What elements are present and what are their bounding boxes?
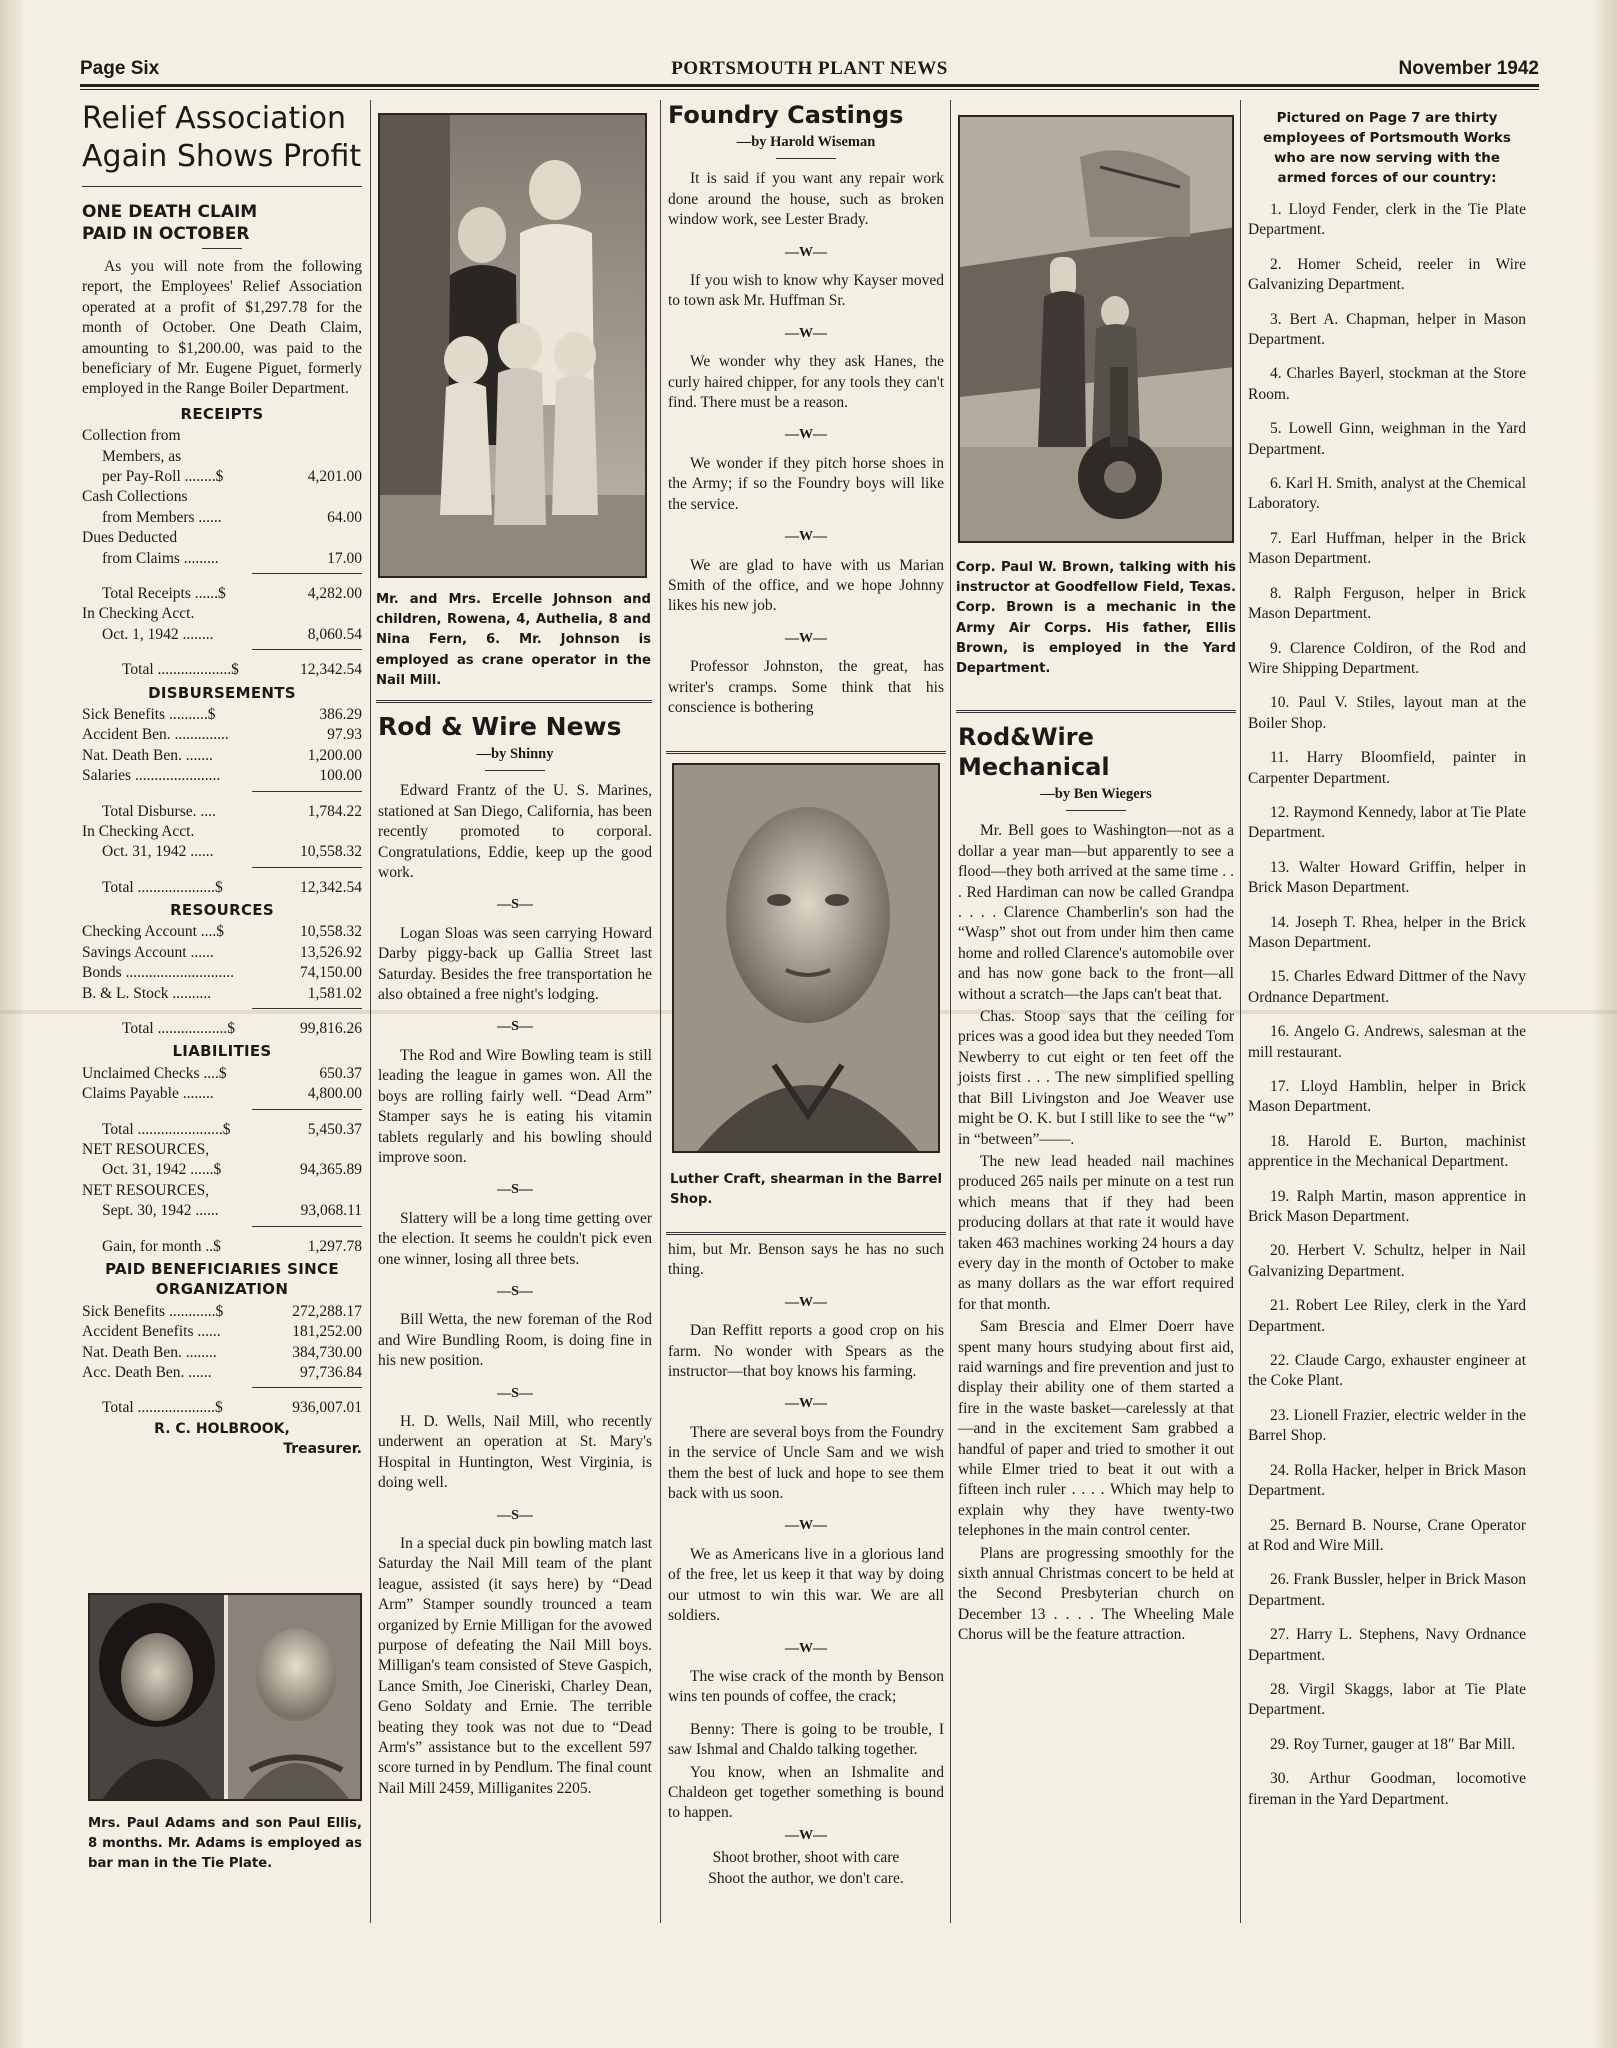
rod-wire-mechanical-byline: —by Ben Wiegers xyxy=(1040,786,1152,802)
list-item: 14. Joseph T. Rhea, helper in the Brick Mason Department. xyxy=(1248,913,1526,951)
fin-row: NET RESOURCES, xyxy=(82,1181,210,1199)
paul-brown-photo xyxy=(958,115,1234,543)
johnson-caption: Mr. and Mrs. Ercelle Johnson and children, Rowena, 4, Authelia, 8 and Nina Fern, 6. Mr. Johnson is employed as crane operator in the Nail Mill. xyxy=(376,592,651,688)
receipts-heading: RECEIPTS xyxy=(180,404,264,423)
rod-wire-para: Logan Sloas was seen carrying Howard Darby piggy-back up Gallia Street last Saturday. Besides the free transportation he also obtained a free night's lodging. xyxy=(378,924,652,1004)
foundry-para-continued: Professor Johnston, the great, has writer's cramps. Some think that his conscience is bothering xyxy=(668,658,944,716)
masthead xyxy=(80,58,1539,80)
rod-wire-news-headline: Rod & Wire News xyxy=(378,712,622,741)
sum-rule xyxy=(252,867,362,868)
fin-row: from Claims ......... 17.00 xyxy=(102,549,362,567)
service-list-article xyxy=(1248,108,1526,1824)
section-separator: —S— xyxy=(497,1182,533,1198)
rod-wire-para: The Rod and Wire Bowling team is still leading the league in games won. All the boys are rolling fairly well. “Dead Arm” Stamper says he is eating his vitamin tablets regularly and his bowling should improve soon. xyxy=(378,1046,652,1166)
foundry-para: We as Americans live in a glorious land of the free, let us keep it that way by doing our utmost to win this war. We are all soldiers. xyxy=(668,1545,944,1625)
fin-row-total: Total Disburse. .... 1,784.22 xyxy=(102,802,362,820)
rod-wire-para: Edward Frantz of the U. S. Marines, stationed at San Diego, California, has been recently promoted to corporal. Congratulations, Eddie, keep up the good work. xyxy=(378,782,652,882)
foundry-closing-line: Shoot brother, shoot with care xyxy=(712,1849,900,1867)
service-list-intro: Pictured on Page 7 are thirty employees of Portsmouth Works who are now serving with the armed forces of our country: xyxy=(1263,110,1511,186)
johnson-family-image xyxy=(380,115,647,578)
caption-rule xyxy=(956,710,1236,713)
foundry-para: The wise crack of the month by Benson wins ten pounds of coffee, the crack; xyxy=(668,1667,944,1706)
fin-row: from Members ...... 64.00 xyxy=(102,508,362,526)
headline-rule xyxy=(82,186,362,187)
liabilities-heading: LIABILITIES xyxy=(172,1042,272,1061)
relief-article xyxy=(82,100,362,1459)
foundry-castings-article-bottom xyxy=(668,1240,944,1889)
section-separator: —W— xyxy=(785,529,827,545)
sum-rule xyxy=(252,1008,362,1009)
fin-row: Oct. 31, 1942 ...... 10,558.32 xyxy=(102,843,362,861)
fin-row: Dues Deducted xyxy=(82,529,178,547)
resources-heading: RESOURCES xyxy=(170,901,274,920)
list-item: 26. Frank Bussler, helper in Brick Mason Department. xyxy=(1248,1571,1526,1609)
foundry-para: You know, when an Ishmalite and Chaldeon get together something is bound to happen. xyxy=(668,1763,944,1822)
section-separator: —W— xyxy=(785,427,827,443)
sum-rule xyxy=(252,791,362,792)
foundry-para: There are several boys from the Foundry in the service of Uncle Sam and we wish them the best of luck and hope to see them back with us soon. xyxy=(668,1423,944,1503)
foundry-para: We are glad to have with us Marian Smith of the office, and we hope Johnny likes his new job. xyxy=(668,556,944,615)
fin-row-total: Total ...................$ 12,342.54 xyxy=(122,661,362,679)
list-item: 12. Raymond Kennedy, labor at Tie Plate Department. xyxy=(1248,803,1526,842)
fin-row-total: Total ......................$ 5,450.37 xyxy=(102,1120,362,1138)
list-item: 9. Clarence Coldiron, of the Rod and Wire Shipping Department. xyxy=(1248,639,1526,677)
fin-row: per Pay-Roll ........$ 4,201.00 xyxy=(102,468,362,486)
section-separator: —S— xyxy=(497,897,533,913)
fin-row: Collection from xyxy=(82,427,181,445)
rod-wire-para: Slattery will be a long time getting over the election. It seems he couldn't pick even one winner, losing all three bets. xyxy=(378,1209,652,1268)
fin-row: Members, as xyxy=(102,447,182,465)
mechanical-para: Mr. Bell goes to Washington—not as a dollar a year man—but apparently to see a flood—they both arrived at the same time . . . Red Hardiman can now be called Grandpa . . . . Clarence Chamberlin's son had the “Wasp” shot out from under him then came home and rolled Clarence's automobile over and has now gone back to the front—all without a scratch—the Japs can't beat that. xyxy=(958,822,1234,1003)
section-separator: —W— xyxy=(785,630,827,646)
fin-row: Oct. 1, 1942 ........ 8,060.54 xyxy=(102,625,362,643)
luther-craft-photo xyxy=(672,763,940,1153)
section-separator: —S— xyxy=(497,1385,533,1401)
relief-subhead: ONE DEATH CLAIM PAID IN OCTOBER xyxy=(82,202,258,244)
list-item: 28. Virgil Skaggs, labor at Tie Plate Department. xyxy=(1248,1680,1526,1719)
fin-row: Unclaimed Checks ....$ 650.37 xyxy=(82,1064,362,1082)
rod-wire-news-byline: —by Shinny xyxy=(476,746,554,762)
paper-edge-left xyxy=(0,0,22,2048)
fin-row: Accident Benefits ...... 181,252.00 xyxy=(82,1323,362,1341)
service-list xyxy=(1248,200,1526,1810)
rod-wire-para: Bill Wetta, the new foreman of the Rod and Wire Bundling Room, is doing fine in his new position. xyxy=(378,1311,652,1370)
list-item: 24. Rolla Hacker, helper in Brick Mason Department. xyxy=(1248,1461,1526,1500)
column-rule-1 xyxy=(370,100,371,1923)
fin-row: In Checking Acct. xyxy=(82,822,195,840)
list-item: 29. Roy Turner, gauger at 18″ Bar Mill. xyxy=(1270,1735,1516,1753)
list-item: 3. Bert A. Chapman, helper in Mason Department. xyxy=(1248,310,1526,349)
section-separator: —S— xyxy=(497,1507,533,1523)
fin-row-total: Total Receipts ......$ 4,282.00 xyxy=(102,584,362,602)
column-rule-2 xyxy=(660,100,661,1923)
foundry-castings-article-top xyxy=(668,100,944,718)
fin-row-total: Total ....................$ 12,342.54 xyxy=(102,878,362,896)
adams-caption: Mrs. Paul Adams and son Paul Ellis, 8 months. Mr. Adams is employed as bar man in the Tie Plate. xyxy=(88,1816,362,1872)
list-item: 4. Charles Bayerl, stockman at the Store Room. xyxy=(1248,365,1526,403)
treasurer-signoff: R. C. HOLBROOK, Treasurer. xyxy=(154,1420,362,1457)
fin-row: Claims Payable ........ 4,800.00 xyxy=(82,1085,362,1103)
foundry-para: Dan Reffitt reports a good crop on his farm. No wonder with Spears as the instructor—that boy knows his farming. xyxy=(668,1322,944,1381)
list-item: 5. Lowell Ginn, weighman in the Yard Department. xyxy=(1248,420,1526,458)
list-item: 22. Claude Cargo, exhauster engineer at the Coke Plant. xyxy=(1248,1352,1526,1390)
rod-wire-para: H. D. Wells, Nail Mill, who recently underwent an operation at St. Mary's Hospital in Huntington, West Virginia, is doing well. xyxy=(378,1412,652,1492)
masthead-rule-thin xyxy=(80,89,1539,90)
column-rule-3 xyxy=(950,100,951,1923)
fin-row: Sick Benefits ............$ 272,288.17 xyxy=(82,1302,362,1320)
fin-row: Savings Account ...... 13,526.92 xyxy=(82,943,362,961)
list-item: 19. Ralph Martin, mason apprentice in Brick Mason Department. xyxy=(1248,1187,1526,1226)
caption-rule xyxy=(376,700,652,703)
masthead-rule xyxy=(80,84,1539,87)
column-rule-4 xyxy=(1240,100,1241,1923)
paid-beneficiaries-heading: PAID BENEFICIARIES SINCE ORGANIZATION xyxy=(105,1259,339,1299)
list-item: 17. Lloyd Hamblin, helper in Brick Mason Department. xyxy=(1248,1078,1526,1116)
section-separator: —S— xyxy=(497,1283,533,1299)
issue-date: November 1942 xyxy=(1398,58,1539,79)
rod-wire-para: In a special duck pin bowling match last Saturday the Nail Mill team of the plant league, assisted (it says here) by “Dead Arm” Stamper soundly trounced a team organized by Ernie Milligan for the avowed purpose of defeating the Nail Mill boys. Milligan's team consisted of Steve Gaspich, Lance Smith, Joe Cineriski, Charley Dean, Geno Soldaty and Ernie. The terrible beating they took was not due to “Dead Arm's” assistance but to the excellent 597 score turned in by Pendlum. The final count Nail Mill 2459, Milliganites 2205. xyxy=(378,1535,652,1797)
fin-row: NET RESOURCES, xyxy=(82,1141,210,1159)
list-item: 7. Earl Huffman, helper in the Brick Mason Department. xyxy=(1248,529,1526,568)
list-item: 25. Bernard B. Nourse, Crane Operator at Rod and Wire Mill. xyxy=(1248,1516,1526,1554)
foundry-rule xyxy=(666,751,946,754)
fin-row: B. & L. Stock .......... 1,581.02 xyxy=(82,984,362,1002)
fin-row: Sept. 30, 1942 ...... 93,068.11 xyxy=(102,1202,362,1220)
fin-row: Sick Benefits ..........$ 386.29 xyxy=(82,705,362,723)
fin-row: Nat. Death Ben. ........ 384,730.00 xyxy=(82,1343,362,1361)
list-item: 8. Ralph Ferguson, helper in Brick Mason Department. xyxy=(1248,584,1526,623)
subhead-rule xyxy=(202,248,242,249)
fin-row: Nat. Death Ben. ....... 1,200.00 xyxy=(82,746,362,764)
byline-rule xyxy=(776,158,836,159)
list-item: 18. Harold E. Burton, machinist apprentice in the Mechanical Department. xyxy=(1248,1132,1526,1171)
foundry-castings-byline: —by Harold Wiseman xyxy=(736,134,876,150)
fin-row: Salaries ...................... 100.00 xyxy=(82,767,362,785)
paper-name: PORTSMOUTH PLANT NEWS xyxy=(671,58,948,79)
caption-rule xyxy=(666,1232,946,1235)
rod-wire-mechanical-article xyxy=(958,722,1234,1648)
foundry-para: Benny: There is going to be trouble, I saw Ishmal and Chaldo talking together. xyxy=(668,1720,944,1759)
adams-photo xyxy=(88,1593,362,1801)
foundry-para: We wonder why they ask Hanes, the curly haired chipper, for any tools they can't find. There must be a reason. xyxy=(668,353,944,412)
foundry-para: If you wish to know why Kayser moved to town ask Mr. Huffman Sr. xyxy=(668,272,944,310)
fin-row: In Checking Acct. xyxy=(82,605,195,623)
list-item: 1. Lloyd Fender, clerk in the Tie Plate Department. xyxy=(1248,201,1526,239)
list-item: 27. Harry L. Stephens, Navy Ordnance Department. xyxy=(1248,1626,1526,1664)
list-item: 13. Walter Howard Griffin, helper in Brick Mason Department. xyxy=(1248,858,1526,897)
fin-row-total: Total ..................$ 99,816.26 xyxy=(122,1020,362,1038)
johnson-family-photo xyxy=(378,113,647,578)
luther-craft-image xyxy=(674,765,940,1153)
byline-rule xyxy=(485,770,545,771)
list-item: 11. Harry Bloomfield, painter in Carpenter Department. xyxy=(1248,749,1526,787)
fin-row: Oct. 31, 1942 ......$ 94,365.89 xyxy=(102,1161,362,1179)
relief-headline: Relief Association Again Shows Profit xyxy=(82,101,362,174)
section-separator: —W— xyxy=(785,1640,827,1656)
fin-row: Accident Ben. .............. 97.93 xyxy=(82,726,362,744)
disbursements-heading: DISBURSEMENTS xyxy=(148,683,296,702)
paul-brown-image xyxy=(960,117,1234,543)
sum-rule xyxy=(252,1226,362,1227)
fin-row-gain: Gain, for month ..$ 1,297.78 xyxy=(102,1237,362,1255)
section-separator: —W— xyxy=(785,325,827,341)
fin-row: Cash Collections xyxy=(82,488,188,506)
sum-rule xyxy=(252,573,362,574)
sum-rule xyxy=(252,1109,362,1110)
section-separator: —W— xyxy=(785,244,827,260)
rod-wire-news-article xyxy=(378,712,652,1811)
list-item: 15. Charles Edward Dittmer of the Navy Ordnance Department. xyxy=(1248,968,1526,1006)
list-item: 10. Paul V. Stiles, layout man at the Boiler Shop. xyxy=(1248,694,1526,732)
sum-rule xyxy=(252,1387,362,1388)
page-number: Page Six xyxy=(80,58,160,79)
relief-intro: As you will note from the following report, the Employees' Relief Association operated at a profit of $1,297.78 for the month of October. One Death Claim, amounting to $1,200.00, was paid to the beneficiary of Mr. Eugene Piguet, formerly employed in the Range Boiler Department. xyxy=(82,258,362,398)
section-separator: —W— xyxy=(785,1294,827,1310)
foundry-closing-line: Shoot the author, we don't care. xyxy=(708,1869,904,1887)
paper-edge-right xyxy=(1595,0,1617,2048)
list-item: 30. Arthur Goodman, locomotive fireman in the Yard Department. xyxy=(1248,1770,1526,1808)
fin-row: Checking Account ....$ 10,558.32 xyxy=(82,923,362,941)
fin-row-total: Total ....................$ 936,007.01 xyxy=(102,1399,362,1417)
brown-caption: Corp. Paul W. Brown, talking with his instructor at Goodfellow Field, Texas. Corp. Brown is a mechanic in the Army Air Corps. His father, Ellis Brown, is employed in the Yard Department. xyxy=(956,560,1236,677)
sum-rule xyxy=(252,649,362,650)
foundry-castings-headline: Foundry Castings xyxy=(668,101,904,129)
adams-photo-image xyxy=(90,1595,362,1801)
section-separator: —W— xyxy=(785,1827,827,1843)
foundry-para: We wonder if they pitch horse shoes in the Army; if so the Foundry boys will like the service. xyxy=(668,454,944,513)
list-item: 16. Angelo G. Andrews, salesman at the mill restaurant. xyxy=(1248,1023,1526,1061)
mechanical-para: The new lead headed nail machines produced 265 nails per minute on a test run which means that if they had been producing dollars at that rate it would have taken 463 machines working 24 hours a day every day in the month of October to make as many dollars as the war effort required for that month. xyxy=(958,1152,1234,1313)
rod-wire-mechanical-headline: Rod&Wire Mechanical xyxy=(958,723,1110,781)
section-separator: —W— xyxy=(785,1396,827,1412)
mechanical-para: Chas. Stoop says that the ceiling for prices was a good idea but they needed Tom Newberry to cut eight or ten feet off the joists first . . . The new simplified spelling that Bill Livingston and Joe Weaver use might be O. K. but I still like to see the “w” in “between”——. xyxy=(958,1008,1234,1148)
fin-row: Bonds ............................ 74,150.00 xyxy=(82,964,362,982)
mechanical-para: Plans are progressing smoothly for the sixth annual Christmas concert to be held at the Second Presbyterian church on December 13 . . . . The Wheeling Male Chorus will be the feature attraction. xyxy=(958,1544,1234,1644)
list-item: 2. Homer Scheid, reeler in Wire Galvanizing Department. xyxy=(1248,255,1526,294)
section-separator: —S— xyxy=(497,1019,533,1035)
mechanical-para: Sam Brescia and Elmer Doerr have spent many hours studying about first aid, raid warnings and fire prevention and just to display their ability one of them started a fire in the waste basket—carelessly at that—and in the excitement Sam grabbed a handful of paper and tried to smother it out while Elmer tried to beat it out with a fifteen inch ruler . . . . Which may help to explain why they have twenty-two telephones in the main control center. xyxy=(958,1318,1234,1540)
craft-caption: Luther Craft, shearman in the Barrel Shop. xyxy=(670,1172,942,1208)
fin-row: Acc. Death Ben. ...... 97,736.84 xyxy=(82,1363,362,1381)
list-item: 6. Karl H. Smith, analyst at the Chemical Laboratory. xyxy=(1248,475,1526,513)
foundry-para: him, but Mr. Benson says he has no such thing. xyxy=(668,1241,944,1279)
list-item: 20. Herbert V. Schultz, helper in Nail Galvanizing Department. xyxy=(1248,1242,1526,1280)
list-item: 21. Robert Lee Riley, clerk in the Yard Department. xyxy=(1248,1297,1526,1335)
foundry-para: It is said if you want any repair work done around the house, such as broken window work, see Lester Brady. xyxy=(668,170,944,229)
list-item: 23. Lionell Frazier, electric welder in the Barrel Shop. xyxy=(1248,1406,1526,1445)
byline-rule xyxy=(1066,810,1126,811)
section-separator: —W— xyxy=(785,1518,827,1534)
